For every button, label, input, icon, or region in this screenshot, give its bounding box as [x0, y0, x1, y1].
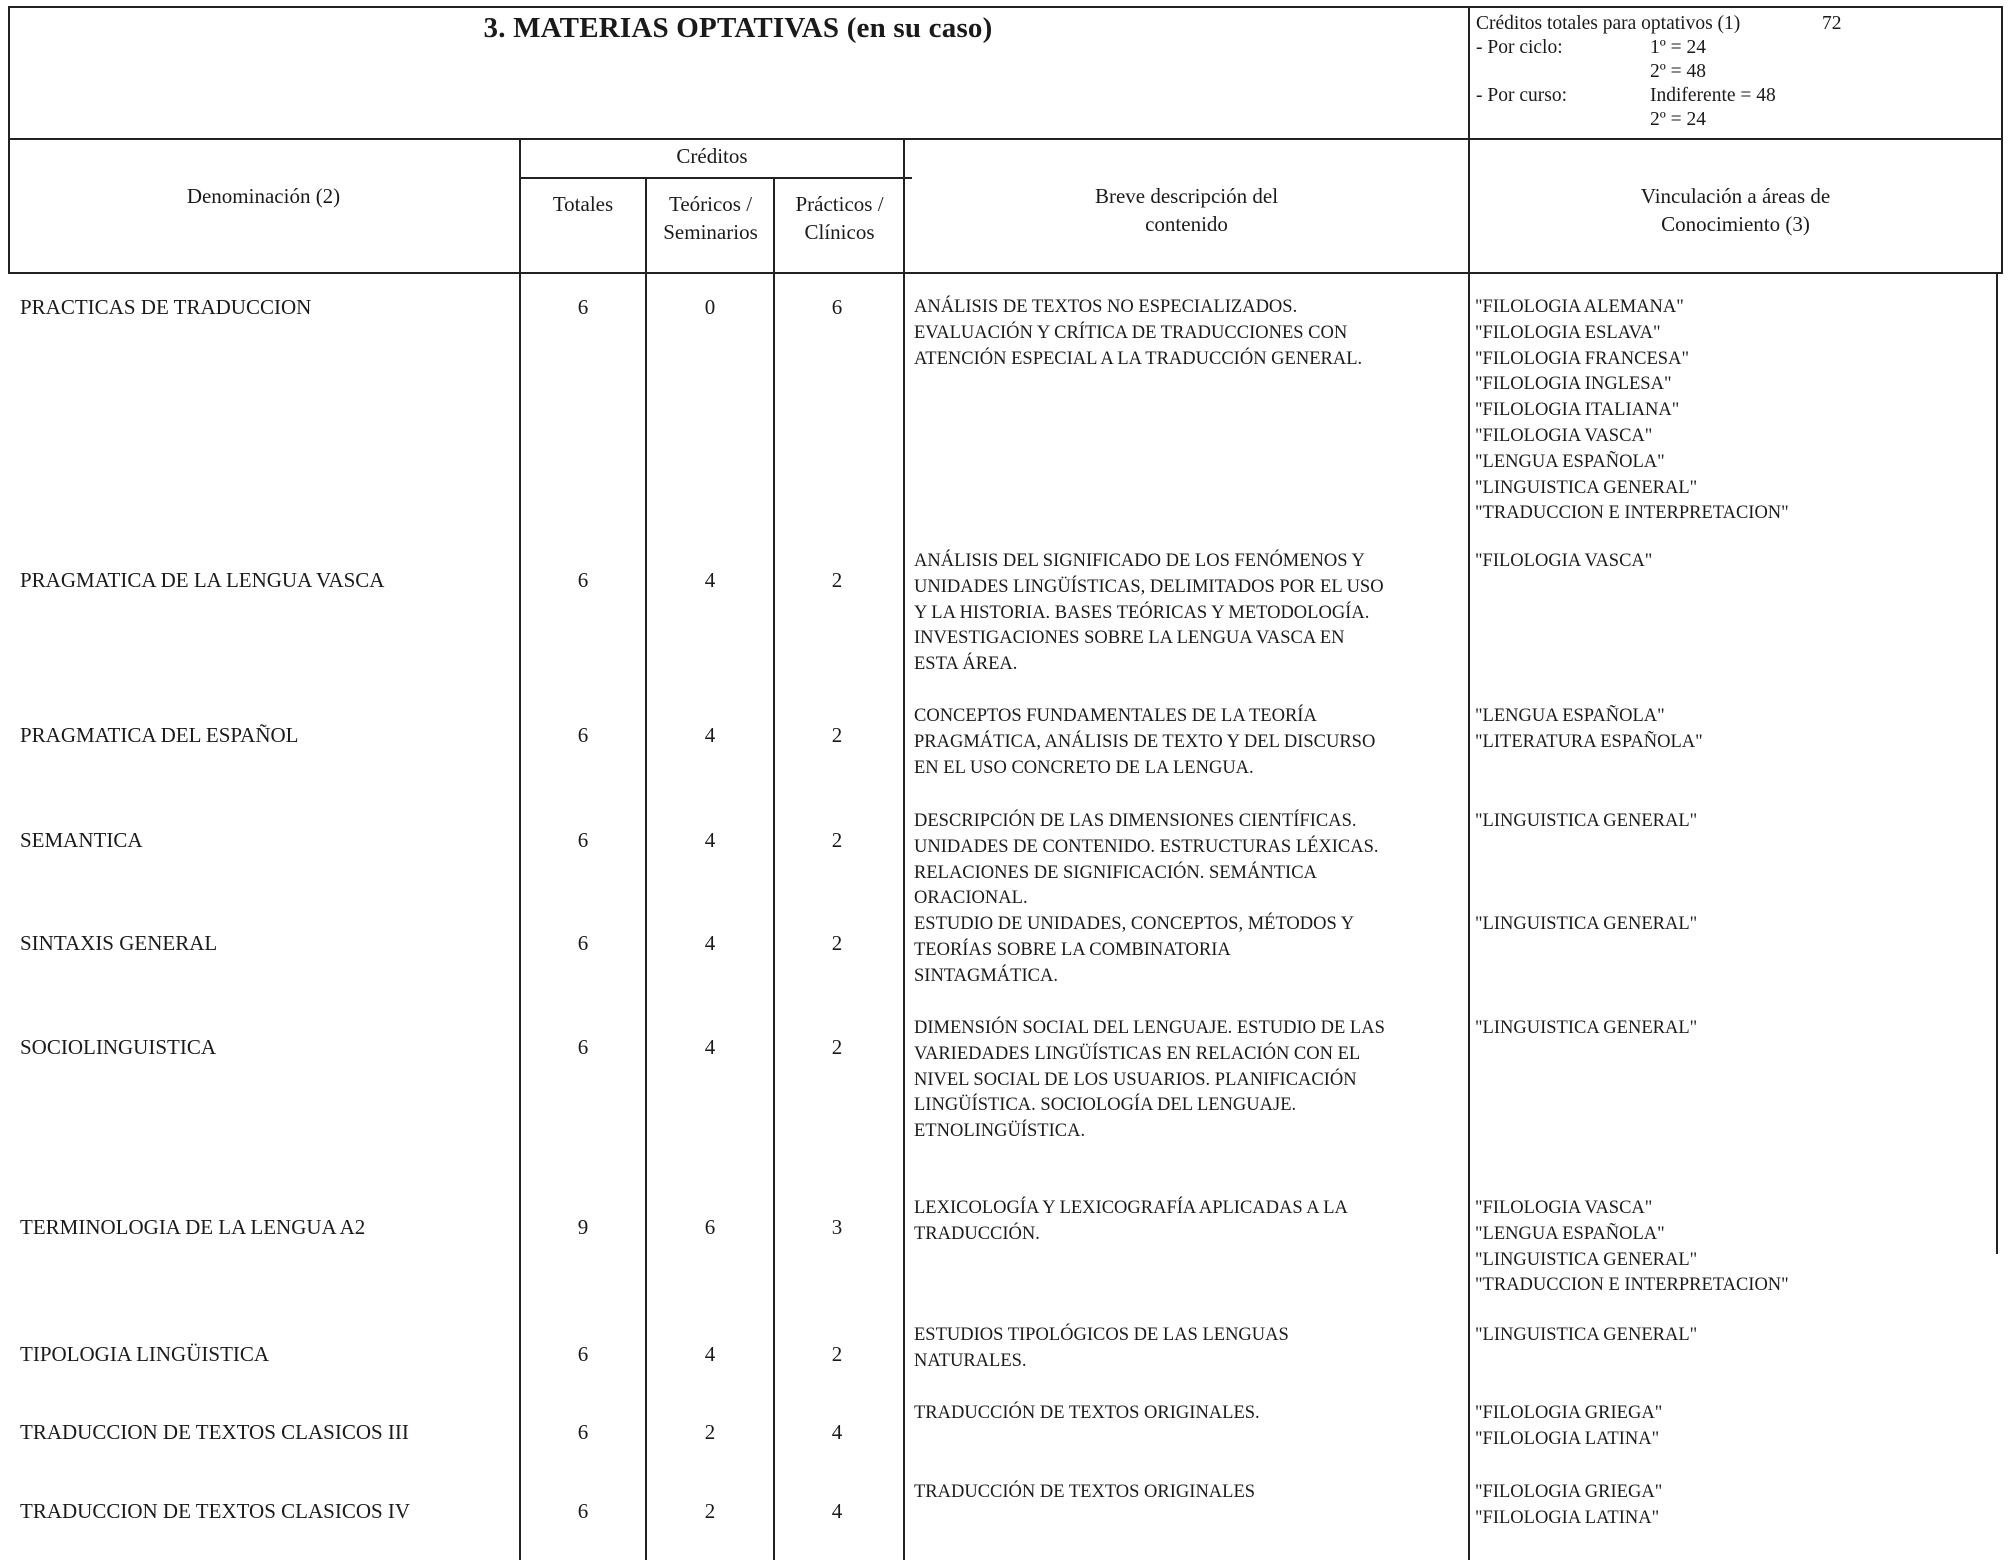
description-line: DESCRIPCIÓN DE LAS DIMENSIONES CIENTÍFICAS. — [914, 811, 1357, 831]
border-right-lower — [1996, 274, 1998, 1254]
col-header-vinculacion-line2: Conocimiento (3) — [1661, 212, 1810, 236]
credits-practicos: 2 — [831, 568, 843, 592]
knowledge-area-item: "LINGUISTICA GENERAL" — [1475, 1018, 1698, 1038]
border-right — [2001, 6, 2003, 274]
knowledge-area-item: "FILOLOGIA VASCA" — [1475, 551, 1653, 571]
knowledge-areas — [1475, 295, 1995, 527]
col-header-vinculacion-line1: Vinculación a áreas de — [1640, 184, 1831, 208]
materia-name: SEMANTICA — [20, 828, 143, 852]
materia-name: SINTAXIS GENERAL — [20, 931, 218, 955]
col-sep-2 — [645, 178, 647, 1560]
knowledge-area-item: "TRADUCCION E INTERPRETACION" — [1475, 1275, 1789, 1296]
border-header-bottom — [8, 138, 2002, 140]
credits-totales: 6 — [577, 931, 589, 955]
knowledge-areas — [1475, 912, 1995, 938]
description-line: VARIEDADES LINGÜÍSTICAS EN RELACIÓN CON EL — [914, 1043, 1361, 1064]
knowledge-areas — [1475, 1196, 1995, 1299]
description-line: TRADUCCIÓN. — [914, 1223, 1040, 1244]
credits-teoricos: 4 — [704, 1342, 716, 1366]
credits-curso-1: Indiferente = 48 — [1650, 85, 1776, 106]
knowledge-area-item: "FILOLOGIA GRIEGA" — [1475, 1482, 1663, 1502]
description-line: TRADUCCIÓN DE TEXTOS ORIGINALES. — [914, 1403, 1260, 1423]
knowledge-areas — [1475, 549, 1995, 575]
credits-total-value: 72 — [1822, 13, 1842, 34]
description-line: ORACIONAL. — [914, 888, 1028, 909]
credits-ciclo-2: 2º = 48 — [1650, 61, 1707, 82]
materia-description — [914, 549, 1469, 678]
materia-name: TRADUCCION DE TEXTOS CLASICOS III — [20, 1420, 409, 1444]
knowledge-areas — [1475, 1016, 1995, 1042]
description-line: ESTUDIO DE UNIDADES, CONCEPTOS, MÉTODOS Y — [914, 914, 1355, 934]
col-header-vinculacion — [1470, 182, 2001, 238]
materia-name: TRADUCCION DE TEXTOS CLASICOS IV — [20, 1499, 411, 1523]
col-header-teoricos-line1: Teóricos / — [668, 192, 753, 216]
col-header-practicos — [775, 190, 904, 246]
col-header-teoricos — [647, 190, 774, 246]
col-header-practicos-line1: Prácticos / — [795, 192, 884, 216]
credits-practicos: 2 — [831, 1035, 843, 1059]
description-line: UNIDADES DE CONTENIDO. ESTRUCTURAS LÉXICAS. — [914, 836, 1379, 857]
knowledge-area-item: "LINGUISTICA GENERAL" — [1475, 811, 1698, 831]
col-header-descripcion-line2: contenido — [1145, 212, 1228, 236]
materia-name: PRAGMATICA DEL ESPAÑOL — [20, 723, 299, 747]
materia-description — [914, 1016, 1469, 1145]
credits-practicos: 2 — [831, 723, 843, 747]
credits-teoricos: 4 — [704, 931, 716, 955]
description-line: Y LA HISTORIA. BASES TEÓRICAS Y METODOLOGÍA. — [914, 602, 1370, 623]
description-line: ATENCIÓN ESPECIAL A LA TRADUCCIÓN GENERAL. — [914, 348, 1363, 369]
credits-practicos: 2 — [831, 931, 843, 955]
border-colhead-bottom — [8, 272, 2002, 274]
credits-practicos: 3 — [831, 1215, 843, 1239]
credits-ciclo-1: 1º = 24 — [1650, 37, 1707, 58]
description-line: LEXICOLOGÍA Y LEXICOGRAFÍA APLICADAS A LA — [914, 1198, 1348, 1218]
knowledge-area-item: "FILOLOGIA GRIEGA" — [1475, 1403, 1663, 1423]
credits-practicos: 2 — [831, 828, 843, 852]
knowledge-area-item: "LINGUISTICA GENERAL" — [1475, 1249, 1698, 1270]
credits-summary — [1476, 12, 1996, 132]
materia-name: TERMINOLOGIA DE LA LENGUA A2 — [20, 1215, 366, 1239]
credits-totales: 6 — [577, 723, 589, 747]
credits-practicos: 4 — [831, 1499, 843, 1523]
knowledge-areas — [1475, 1480, 1995, 1532]
knowledge-area-item: "FILOLOGIA LATINA" — [1475, 1507, 1660, 1528]
credits-teoricos: 2 — [704, 1420, 716, 1444]
description-line: RELACIONES DE SIGNIFICACIÓN. SEMÁNTICA — [914, 862, 1317, 883]
col-header-descripcion — [905, 182, 1468, 238]
credits-totales: 6 — [577, 568, 589, 592]
credits-teoricos: 0 — [704, 295, 716, 319]
credits-curso-label: - Por curso: — [1476, 85, 1567, 106]
materia-description — [914, 1323, 1469, 1375]
credits-teoricos: 4 — [704, 568, 716, 592]
credits-practicos: 4 — [831, 1420, 843, 1444]
description-line: ESTUDIOS TIPOLÓGICOS DE LAS LENGUAS — [914, 1325, 1289, 1345]
knowledge-area-item: "FILOLOGIA VASCA" — [1475, 425, 1653, 446]
credits-totales: 6 — [577, 295, 589, 319]
knowledge-area-item: "FILOLOGIA ALEMANA" — [1475, 297, 1684, 317]
materia-name: PRACTICAS DE TRADUCCION — [20, 295, 312, 319]
knowledge-area-item: "FILOLOGIA LATINA" — [1475, 1428, 1660, 1449]
description-line: PRAGMÁTICA, ANÁLISIS DE TEXTO Y DEL DISCURSO — [914, 731, 1376, 752]
knowledge-area-item: "LINGUISTICA GENERAL" — [1475, 477, 1698, 498]
knowledge-area-item: "FILOLOGIA FRANCESA" — [1475, 348, 1689, 369]
materia-description — [914, 704, 1469, 781]
credits-totales: 9 — [577, 1215, 589, 1239]
description-line: DIMENSIÓN SOCIAL DEL LENGUAJE. ESTUDIO DE LAS — [914, 1018, 1385, 1038]
knowledge-areas — [1475, 809, 1995, 835]
description-line: INVESTIGACIONES SOBRE LA LENGUA VASCA EN — [914, 628, 1345, 649]
credits-teoricos: 6 — [704, 1215, 716, 1239]
materia-description — [914, 1401, 1469, 1427]
knowledge-area-item: "TRADUCCION E INTERPRETACION" — [1475, 503, 1789, 524]
materia-description — [914, 1196, 1469, 1248]
knowledge-areas — [1475, 1323, 1995, 1349]
materia-name: SOCIOLINGUISTICA — [20, 1035, 216, 1059]
knowledge-area-item: "LITERATURA ESPAÑOLA" — [1475, 731, 1703, 752]
knowledge-area-item: "LENGUA ESPAÑOLA" — [1475, 1223, 1665, 1244]
description-line: UNIDADES LINGÜÍSTICAS, DELIMITADOS POR EL USO — [914, 576, 1384, 597]
credits-total-label: Créditos totales para optativos (1) — [1476, 13, 1741, 34]
knowledge-areas — [1475, 704, 1995, 756]
materia-description — [914, 912, 1469, 989]
document-table — [8, 6, 2004, 1560]
description-line: ANÁLISIS DEL SIGNIFICADO DE LOS FENÓMENOS Y — [914, 551, 1365, 571]
col-header-creditos: Créditos — [676, 144, 748, 168]
description-line: LINGÜÍSTICA. SOCIOLOGÍA DEL LENGUAJE. — [914, 1095, 1297, 1116]
materia-name: TIPOLOGIA LINGÜISTICA — [20, 1342, 270, 1366]
border-creditos-split — [520, 177, 912, 179]
col-sep-4 — [903, 138, 905, 1560]
knowledge-area-item: "LINGUISTICA GENERAL" — [1475, 1325, 1698, 1345]
description-line: SINTAGMÁTICA. — [914, 965, 1058, 986]
credits-curso-2: 2º = 24 — [1650, 109, 1707, 130]
credits-ciclo-label: - Por ciclo: — [1476, 37, 1563, 58]
materia-description — [914, 295, 1469, 372]
description-line: TEORÍAS SOBRE LA COMBINATORIA — [914, 939, 1231, 960]
credits-teoricos: 2 — [704, 1499, 716, 1523]
description-line: NIVEL SOCIAL DE LOS USUARIOS. PLANIFICACIÓN — [914, 1069, 1357, 1090]
description-line: ETNOLINGÜÍSTICA. — [914, 1121, 1086, 1142]
materia-name: PRAGMATICA DE LA LENGUA VASCA — [20, 568, 385, 592]
credits-practicos: 2 — [831, 1342, 843, 1366]
col-header-totales: Totales — [552, 192, 614, 216]
border-left — [8, 6, 10, 274]
knowledge-area-item: "FILOLOGIA VASCA" — [1475, 1198, 1653, 1218]
credits-teoricos: 4 — [704, 723, 716, 747]
description-line: ANÁLISIS DE TEXTOS NO ESPECIALIZADOS. — [914, 297, 1298, 317]
knowledge-area-item: "FILOLOGIA ESLAVA" — [1475, 322, 1661, 343]
knowledge-area-item: "LINGUISTICA GENERAL" — [1475, 914, 1698, 934]
knowledge-area-item: "LENGUA ESPAÑOLA" — [1475, 706, 1665, 726]
description-line: EVALUACIÓN Y CRÍTICA DE TRADUCCIONES CON — [914, 322, 1348, 343]
knowledge-area-item: "FILOLOGIA INGLESA" — [1475, 374, 1672, 395]
description-line: CONCEPTOS FUNDAMENTALES DE LA TEORÍA — [914, 706, 1317, 726]
col-header-descripcion-line1: Breve descripción del — [1094, 184, 1279, 208]
knowledge-areas — [1475, 1401, 1995, 1453]
col-header-practicos-line2: Clínicos — [804, 220, 875, 244]
credits-practicos: 6 — [831, 295, 843, 319]
description-line: ESTA ÁREA. — [914, 654, 1018, 675]
col-header-teoricos-line2: Seminarios — [663, 220, 758, 244]
credits-teoricos: 4 — [704, 828, 716, 852]
credits-totales: 6 — [577, 1035, 589, 1059]
credits-totales: 6 — [577, 1420, 589, 1444]
description-line: NATURALES. — [914, 1350, 1027, 1371]
description-line: TRADUCCIÓN DE TEXTOS ORIGINALES — [914, 1482, 1256, 1502]
knowledge-area-item: "LENGUA ESPAÑOLA" — [1475, 451, 1665, 472]
description-line: EN EL USO CONCRETO DE LA LENGUA. — [914, 757, 1254, 778]
knowledge-area-item: "FILOLOGIA ITALIANA" — [1475, 400, 1680, 421]
materia-description — [914, 809, 1469, 912]
materia-description — [914, 1480, 1469, 1506]
credits-totales: 6 — [577, 1342, 589, 1366]
page-title: 3. MATERIAS OPTATIVAS (en su caso) — [483, 12, 993, 44]
credits-totales: 6 — [577, 828, 589, 852]
border-top — [8, 6, 2002, 8]
col-header-denominacion: Denominación (2) — [186, 184, 341, 208]
credits-totales: 6 — [577, 1499, 589, 1523]
credits-teoricos: 4 — [704, 1035, 716, 1059]
